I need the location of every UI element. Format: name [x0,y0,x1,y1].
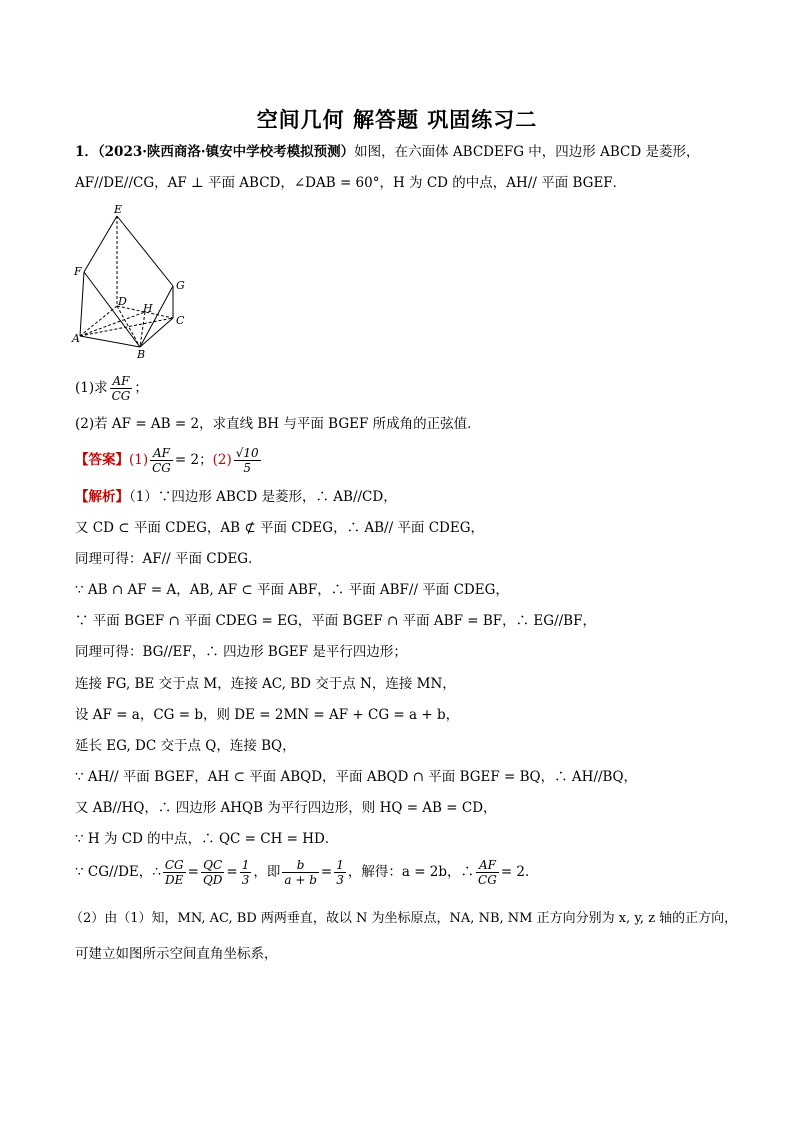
problem-statement-1: 如图，在六面体 ABCDEFG 中，四边形 ABCD 是菱形， [354,144,700,160]
answer-line: 【答案】(1) $\frac{AF}{CG}$ = 2；(2) $\frac{√10}{5}$ [75,446,259,475]
label-D: D [118,295,127,308]
answer-fraction-1: $\frac{AF}{CG}$ [152,446,171,475]
edge-AH [80,312,145,336]
analysis-label: 【解析】 [75,489,129,505]
question-1: (1)求 $\frac{AF}{CG}$ ； [75,374,148,403]
part2-line-2: 可建立如图所示空间直角坐标系， [75,946,278,962]
edge-DA [80,306,117,336]
analysis-line-1: 【解析】（1）∵四边形 ABCD 是菱形，∴ AB//CD， [75,489,397,505]
edge-AB [80,336,140,347]
label-A: A [72,332,80,345]
analysis-line-13: ∵ CG//DE，∴ $\frac{CG}{DE}$ = $\frac{QC}{QD}$ = $\frac{1}{3}$ ，即 $\frac{b}{a + b}$ = $\frac{1}{3}$ ，解得：a = 2b，∴ $\frac{AF}{CG}$ = 2． [75,858,539,887]
label-B: B [137,348,146,360]
label-E: E [114,203,123,216]
answer-fraction-2: $\frac{√10}{5}$ [235,446,259,475]
page-title: 空间几何 解答题 巩固练习二 [256,108,538,132]
label-C: C [176,314,185,327]
edge-FA [80,272,84,336]
edge-EG [117,216,173,286]
answer-label: 【答案】 [75,452,129,468]
fraction-af-cg: $\frac{AF}{CG}$ [111,374,131,403]
analysis-line-7: 连接 FG, BE 交于点 M，连接 AC, BD 交于点 N，连接 MN， [75,676,456,692]
part2-line-1: （2）由（1）知，MN, AC, BD 两两垂直，故以 N 为坐标原点，NA, NB, NM 正方向分别为 x, y, z 轴的正方向， [70,911,738,926]
analysis-line-5: ∵ 平面 BGEF ∩ 平面 CDEG = EG，平面 BGEF ∩ 平面 ABF = BF，∴ EG//BF， [75,613,596,629]
question-2: (2)若 AF = AB = 2，求直线 BH 与平面 BGEF 所成角的正弦值． [75,416,481,432]
edge-EF [84,216,117,272]
problem-line-2: AF//DE//CG，AF ⊥ 平面 ABCD，∠DAB = 60°，H 为 CD 的中点，AH// 平面 BGEF． [75,175,627,191]
label-F: F [74,265,82,278]
label-H: H [143,302,153,315]
analysis-line-12: ∵ H 为 CD 的中点，∴ QC = CH = HD． [75,831,339,847]
problem-number: 1． [75,144,98,160]
analysis-line-8: 设 AF = a，CG = b，则 DE = 2MN = AF + CG = a + b， [75,707,460,723]
analysis-line-4: ∵ AB ∩ AF = A，AB, AF ⊂ 平面 ABF，∴ 平面 ABF// 平面 CDEG， [75,582,509,598]
problem-line-1 [75,143,699,161]
edge-BC [140,318,173,347]
problem-source: （2023·陕西商洛·镇安中学校考模拟预测） [97,144,355,160]
edge-DB [117,306,140,347]
hexahedron-figure [70,200,195,360]
analysis-line-3: 同理可得：AF// 平面 CDEG． [75,551,262,567]
analysis-line-9: 延长 EG, DC 交于点 Q，连接 BQ， [75,738,296,754]
analysis-line-6: 同理可得：BG//EF，∴ 四边形 BGEF 是平行四边形； [75,644,407,660]
label-G: G [176,279,185,292]
analysis-line-10: ∵ AH// 平面 BGEF，AH ⊂ 平面 ABQD，平面 ABQD ∩ 平面 BGEF = BQ，∴ AH//BQ， [75,769,638,785]
analysis-line-11: 又 AB//HQ，∴ 四边形 AHQB 为平行四边形，则 HQ = AB = CD， [75,800,497,816]
analysis-line-2: 又 CD ⊂ 平面 CDEG，AB ⊄ 平面 CDEG，∴ AB// 平面 CDEG， [75,520,485,536]
edge-AC [80,318,173,336]
